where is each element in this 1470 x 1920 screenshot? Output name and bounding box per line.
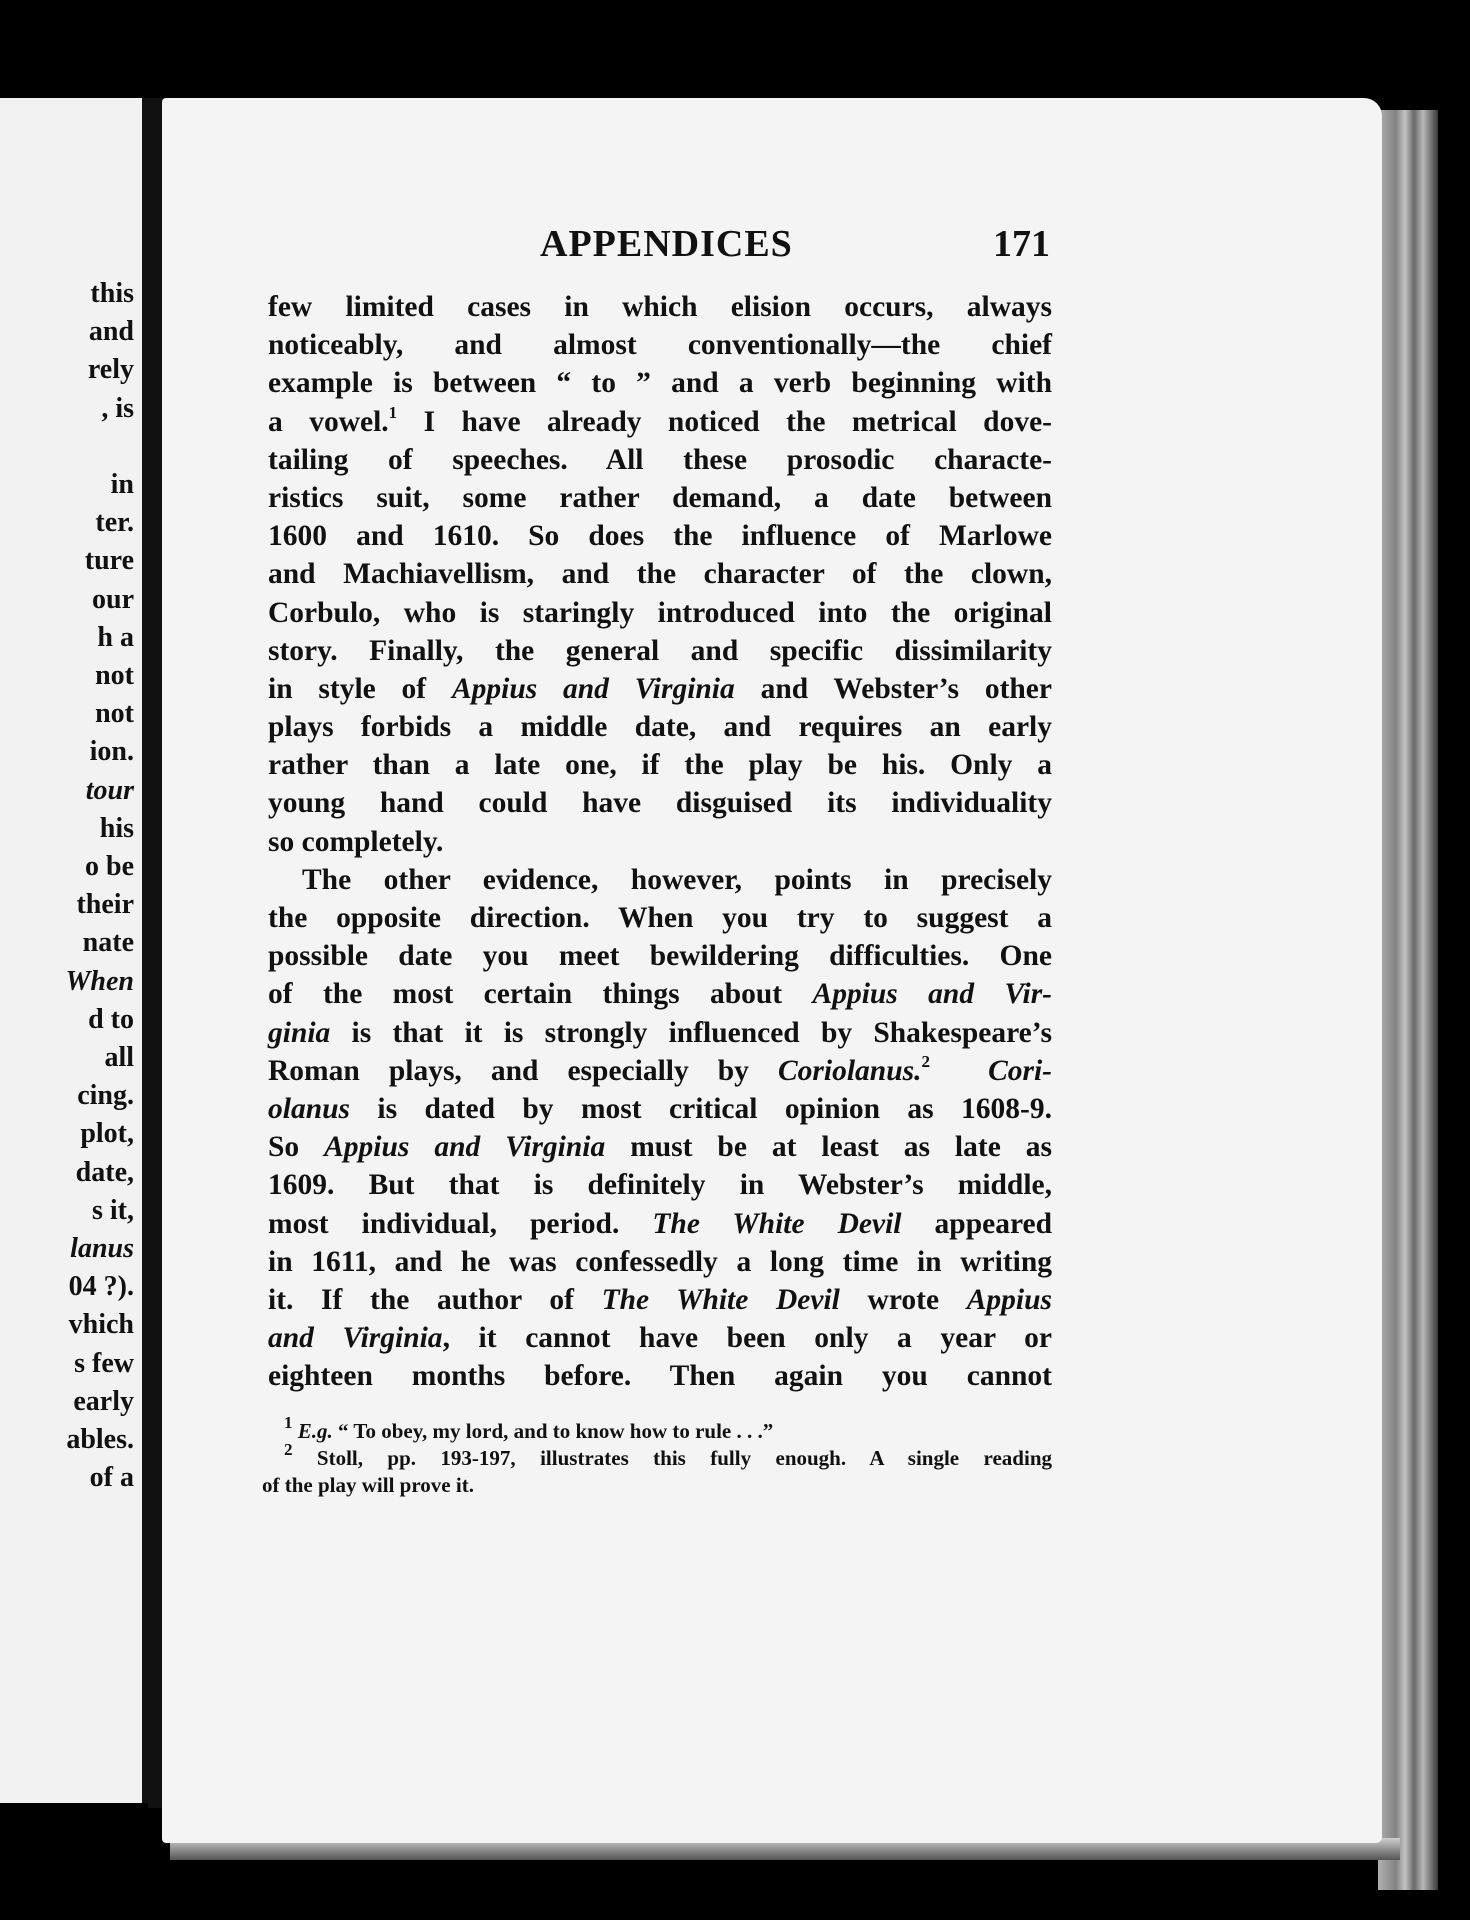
left-page-line: his	[99, 812, 134, 844]
text-line: 1609. But that is definitely in Webster’s middle,	[268, 1169, 1052, 1202]
left-page-line: plot,	[80, 1118, 134, 1150]
left-page-line: early	[73, 1385, 134, 1417]
left-page-line: ables.	[66, 1424, 134, 1455]
text-line: eighteen months before. Then again you cannot	[268, 1360, 1052, 1393]
left-page-line: their	[76, 889, 134, 921]
left-page-line: , is	[101, 392, 134, 424]
text-line: story. Finally, the general and specific dissimilarity	[268, 634, 1052, 667]
left-page-line: and	[88, 316, 134, 348]
left-page-line: in	[110, 469, 134, 500]
text-line: and Machiavellism, and the character of the clown,	[268, 558, 1052, 591]
left-page-line: s few	[74, 1347, 134, 1379]
text-line: of the most certain things about Appius and Vir-	[268, 978, 1053, 1011]
text-line: plays forbids a middle date, and requires an early	[268, 711, 1052, 744]
left-page-line: h a	[97, 621, 134, 653]
text-line: Roman plays, and especially by Coriolanus.$^2$ Cori-	[268, 1051, 1053, 1087]
footnote-2-continued: of the play will prove it.	[262, 1473, 474, 1497]
footnotes	[262, 1413, 1052, 1499]
text-line: The other evidence, however, points in precisely	[302, 863, 1052, 896]
text-line: example is between “ to ” and a verb beginning with	[268, 367, 1052, 400]
left-page-line: 04 ?).	[68, 1271, 134, 1303]
left-page-line: date,	[75, 1156, 134, 1188]
left-page-line: ture	[84, 545, 134, 577]
left-page-line: rely	[87, 354, 134, 386]
left-page-line: tour	[85, 774, 134, 806]
text-line: few limited cases in which elision occurs, always	[268, 291, 1052, 323]
text-line: ristics suit, some rather demand, a date between	[268, 481, 1052, 514]
left-page-line: cing.	[77, 1080, 134, 1112]
body-text	[268, 288, 1052, 1395]
text-line: and Virginia, it cannot have been only a year or	[268, 1322, 1052, 1355]
left-page-line: this	[90, 278, 134, 309]
text-line: 1600 and 1610. So does the influence of Marlowe	[268, 520, 1052, 553]
text-line: noticeably, and almost conventionally—the chief	[268, 329, 1052, 362]
left-page-line: ion.	[89, 736, 134, 768]
footnote-ref: 1	[388, 402, 398, 422]
left-page-line: vhich	[68, 1309, 134, 1341]
text-line: so completely.	[268, 825, 444, 858]
header-title: APPENDICES	[540, 223, 793, 265]
text-line: in style of Appius and Virginia and Webster’s other	[268, 672, 1052, 705]
text-line: tailing of speeches. All these prosodic characte-	[268, 443, 1052, 476]
left-page-line: lanus	[70, 1233, 134, 1264]
left-page-line: o be	[85, 851, 134, 882]
footnote-2: $^2$ Stoll, pp. 193-197, illustrates this fully enough. A single reading	[284, 1440, 1052, 1470]
left-page-line: s it,	[92, 1194, 134, 1226]
left-page-line: all	[104, 1042, 134, 1073]
text-line: So Appius and Virginia must be at least as late as	[268, 1131, 1052, 1164]
text-line: most individual, period. The White Devil appeared	[268, 1207, 1053, 1240]
text-line: it. If the author of The White Devil wrote Appius	[268, 1283, 1052, 1316]
left-page-line: d to	[88, 1003, 134, 1035]
text-line: rather than a late one, if the play be his. Only a	[268, 749, 1052, 782]
footnote-ref: 2	[921, 1051, 930, 1071]
footnote-1: $^1$ E.g. “ To obey, my lord, and to know how to rule . . .”	[284, 1413, 774, 1443]
left-page-line: nate	[82, 927, 134, 959]
text-line: the opposite direction. When you try to suggest a	[268, 902, 1052, 934]
left-page-line: When	[65, 965, 134, 997]
text-line: olanus is dated by most critical opinion as 1608-9.	[268, 1092, 1052, 1125]
text-line: ginia is that it is strongly influenced by Shakespeare’s	[268, 1016, 1052, 1049]
left-page-line: not	[95, 660, 134, 691]
text-line: a vowel.$^1$ I have already noticed the metrical dove-	[268, 402, 1052, 438]
text-line: Corbulo, who is staringly introduced into the original	[268, 596, 1052, 629]
left-page-line: our	[92, 583, 134, 615]
left-page-line: of a	[89, 1462, 134, 1494]
text-line: in 1611, and he was confessedly a long time in writing	[268, 1245, 1052, 1278]
left-facing-page	[0, 98, 148, 1803]
page-edges-right	[1378, 110, 1438, 1890]
left-page-line: not	[95, 698, 134, 730]
left-page-line: ter.	[95, 507, 134, 539]
text-line: young hand could have disguised its individuality	[268, 787, 1052, 820]
page-number: 171	[993, 223, 1050, 265]
text-line: possible date you meet bewildering difficulties. One	[268, 940, 1052, 973]
